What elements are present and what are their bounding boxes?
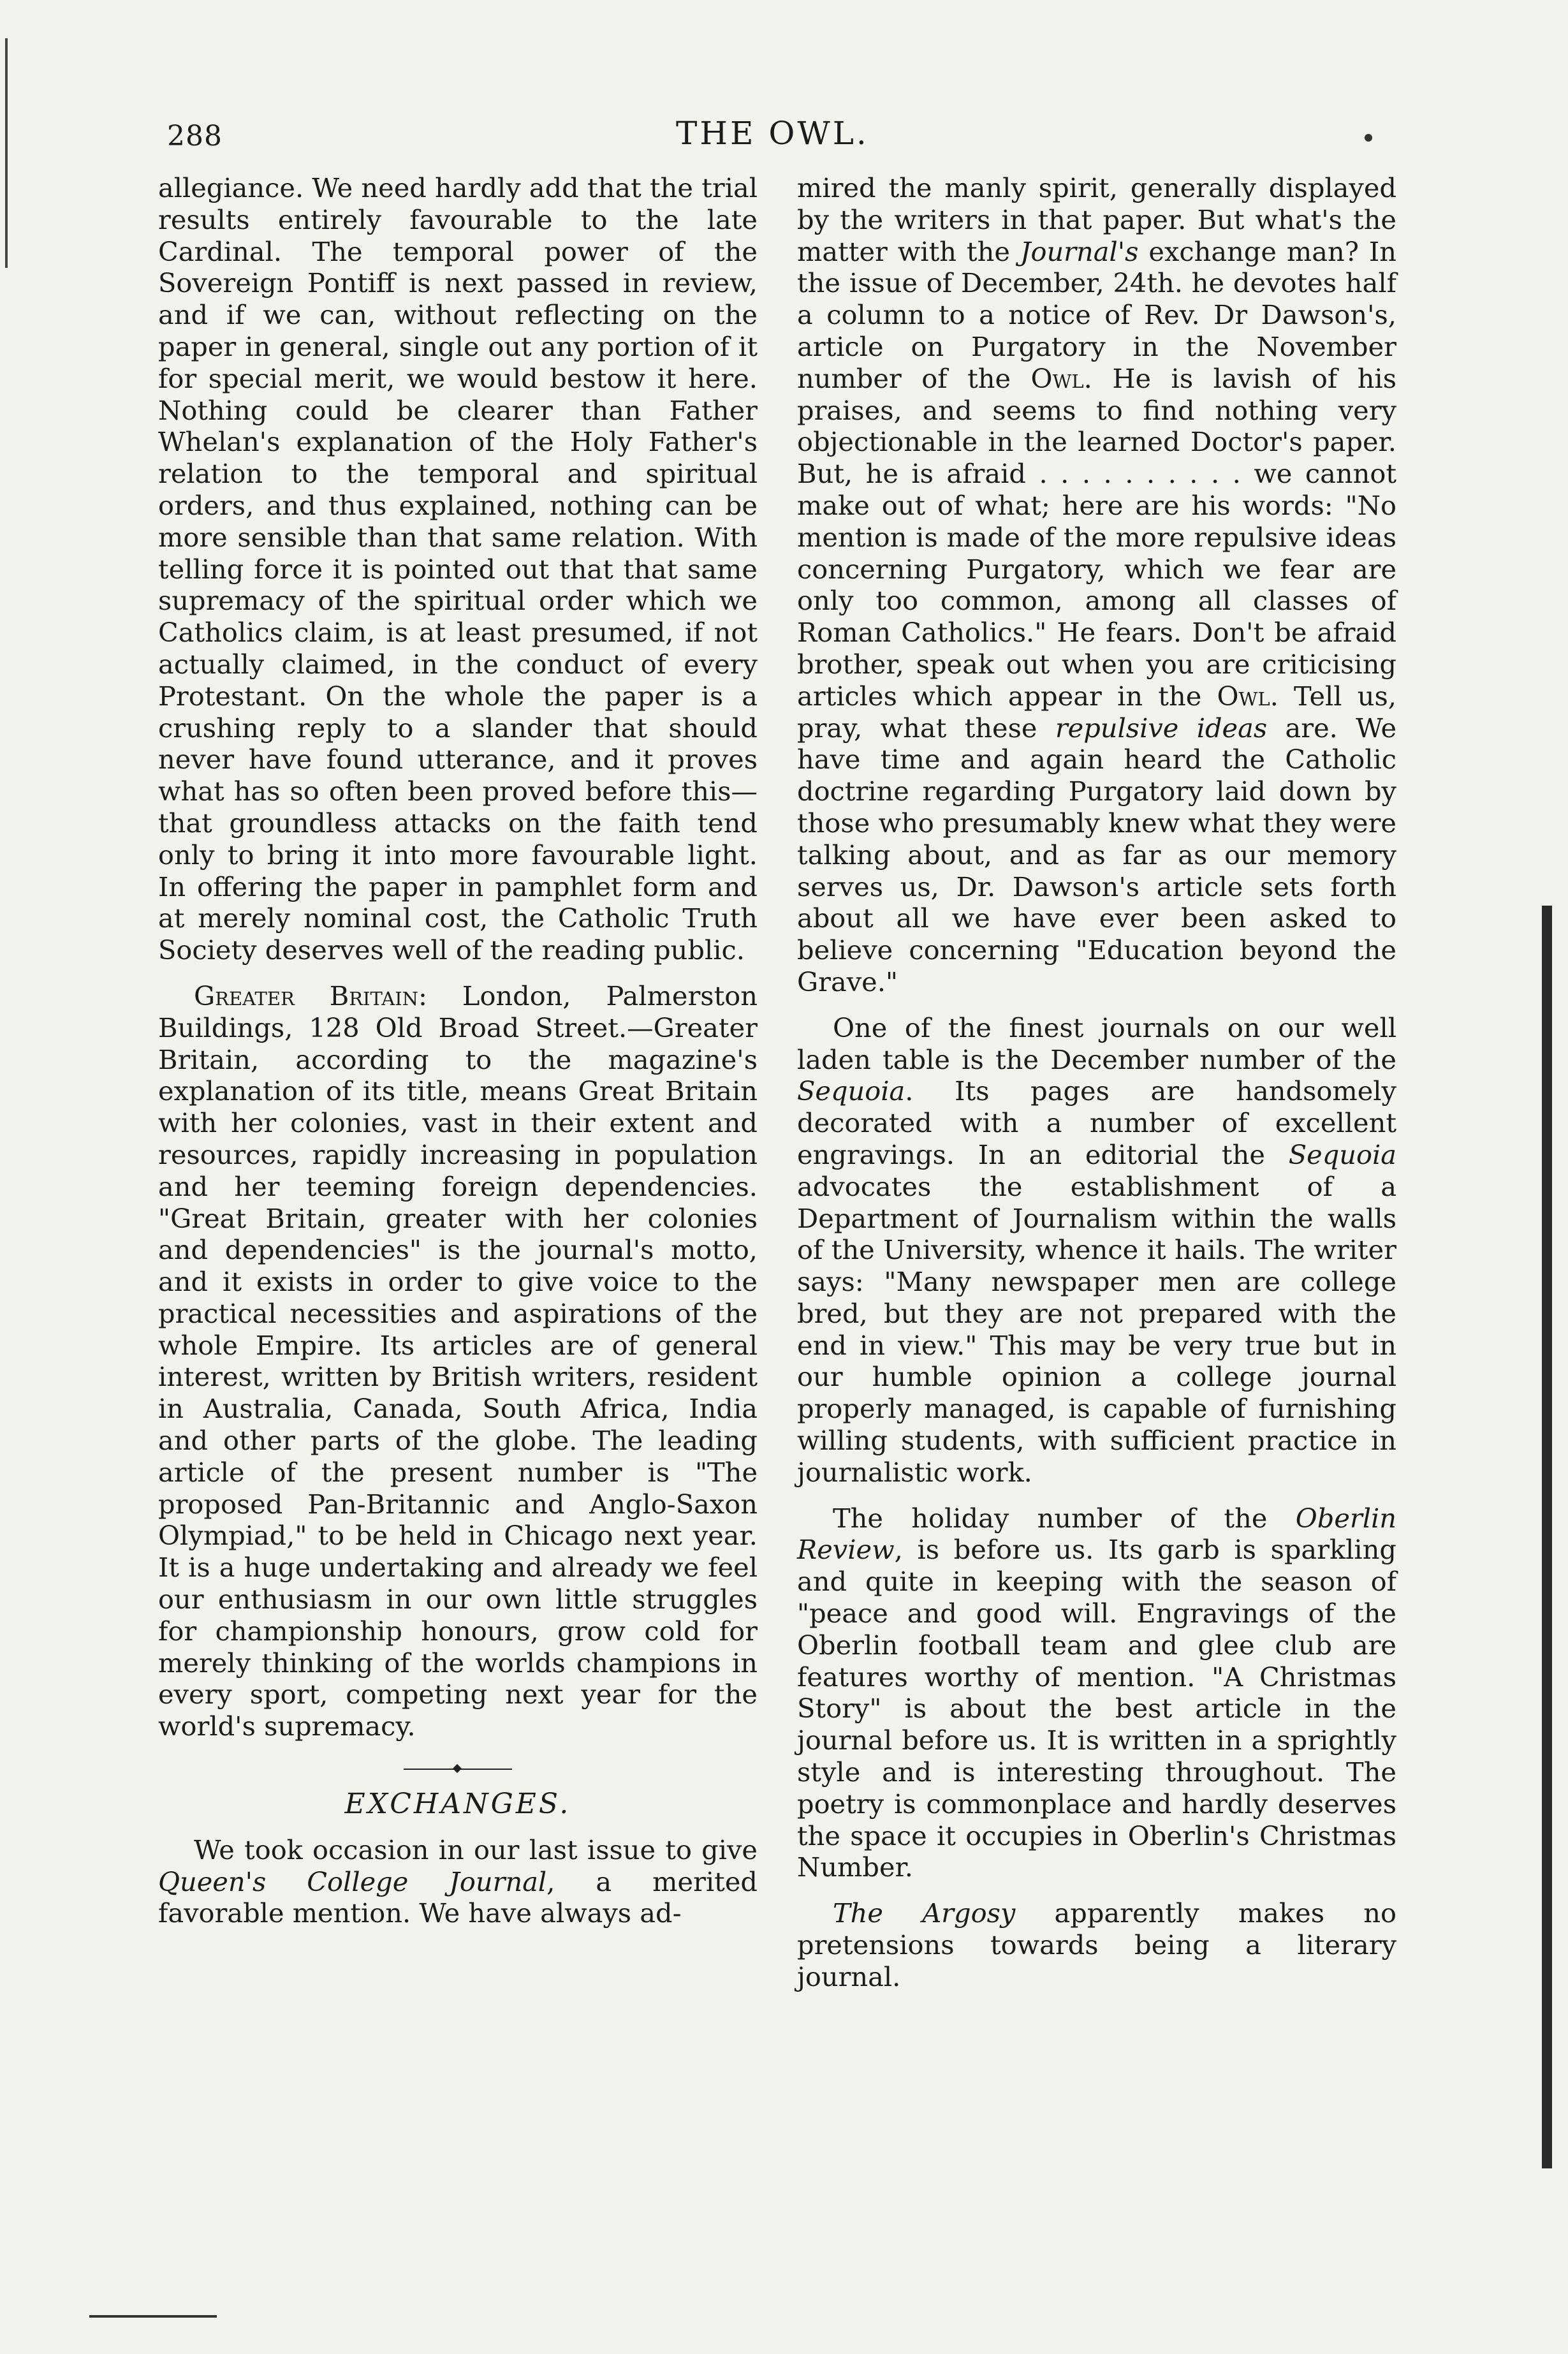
- journal-title: The Argosy: [833, 1897, 1016, 1929]
- section-divider: [404, 1765, 512, 1773]
- paragraph-text: , a merited favorable mention. We have always ad-: [158, 1865, 758, 1929]
- journal-title: Owl: [1217, 680, 1270, 712]
- entry-lead: Greater Britain: [194, 980, 419, 1011]
- ink-dot: [1365, 134, 1372, 142]
- left-column: [158, 172, 758, 1943]
- left-margin-mark: [5, 38, 8, 268]
- journal-title: Owl: [1030, 362, 1084, 394]
- paragraph: [797, 172, 1396, 998]
- paragraph-text: The holiday number of the: [833, 1502, 1296, 1534]
- paragraph: [158, 980, 758, 1742]
- paragraph-text: mired the manly spirit, generally displayed by the writers in that paper. But what's the matter with the: [797, 172, 1396, 267]
- paragraph-text: . Tell us, pray, what these: [797, 680, 1396, 744]
- paragraph-text: allegiance. We need hardly add that the trial results entirely favourable to the late Cardinal. The temporal power of the Sovereign Pontiff is next passed in review, and if we can, without reflecting on the paper in general, single out any portion of it for special merit, we would bestow it here. Nothing could be clearer than Father Whelan's explanation of the Holy Father's relation to the temporal and spiritual orders, and thus explained, nothing can be more sensible than that same relation. With telling force it is pointed out that that same supremacy of the spiritual order which we Catholics claim, is at least presumed, if not actually claimed, in the conduct of every Protestant. On the whole the paper is a crushing reply to a slander that should never have found utterance, and it proves what has so often been proved before this—that groundless attacks on the faith tend only to bring it into more favourable light. In offering the paper in pamphlet form and at merely nominal cost, the Catholic Truth Society deserves well of the reading public.: [158, 172, 758, 966]
- paragraph-text: . He is lavish of his praises, and seems to find nothing very objectionable in the learned Doctor's paper. But, he is afraid . . . . . . . . . . we cannot make out of what; here are his words: "No mention is made of the more repulsive ideas concerning Purgatory, which we fear are only too common, among all classes of Roman Catholics." He fears. Don't be afraid brother, speak out when you are criticising articles which appear in the: [797, 362, 1396, 712]
- page-number: 288: [167, 120, 223, 152]
- paragraph: [158, 1834, 758, 1929]
- paragraph-text: apparently makes no pretensions towards being a literary journal.: [797, 1897, 1396, 1992]
- running-head: THE OWL.: [676, 115, 869, 152]
- paragraph-text: , is before us. Its garb is sparkling and quite in keeping with the season of "peace and good will. Engravings of the Oberlin football team and glee club are features worthy of mention. "A Christmas Story" is about the best article in the journal before us. It is written in a sprightly style and is interesting throughout. The poetry is commonplace and hardly deserves the space it occupies in Oberlin's Christmas Number.: [797, 1534, 1396, 1883]
- bottom-rule: [89, 2315, 217, 2318]
- paragraph: [797, 1012, 1396, 1489]
- paragraph-text: are. We have time and again heard the Catholic doctrine regarding Purgatory laid down by those who presumably knew what they were talking about, and as far as our memory serves us, Dr. Dawson's article sets forth about all we have ever been asked to believe concerning "Education beyond the Grave.": [797, 712, 1396, 997]
- journal-title: Oberlin Review: [797, 1502, 1396, 1566]
- journal-title: Sequoia: [1288, 1138, 1396, 1170]
- right-column: [797, 172, 1396, 2007]
- right-margin-bar: [1542, 906, 1552, 2168]
- paragraph-text: One of the finest journals on our well laden table is the December number of the: [797, 1011, 1396, 1075]
- paragraph-text: : London, Palmerston Buildings, 128 Old Broad Street.—Greater Britain, according to the magazine's explanation of its title, means Great Britain with her colonies, vast in their extent and resources, rapidly increasing in population and her teeming foreign dependencies. "Great Britain, greater with her colonies and dependencies" is the journal's motto, and it exists in order to give voice to the practical necessities and aspirations of the whole Empire. Its articles are of general interest, written by British writers, resident in Australia, Canada, South Africa, India and other parts of the globe. The leading article of the present number is "The proposed Pan-Britannic and Anglo-Saxon Olympiad," to be held in Chicago next year. It is a huge undertaking and already we feel our enthusiasm in our own little struggles for championship honours, grow cold for merely thinking of the worlds champions in every sport, competing next year for the world's supremacy.: [158, 980, 758, 1742]
- paragraph-text: advocates the establishment of a Department of Journalism within the walls of the University, whence it hails. The writer says: "Many newspaper men are college bred, but they are not prepared with the end in view." This may be very true but in our humble opinion a college journal properly managed, is capable of furnishing willing students, with sufficient practice in journalistic work.: [797, 1170, 1396, 1488]
- paragraph: [797, 1503, 1396, 1884]
- paragraph: [797, 1897, 1396, 1992]
- section-heading: EXCHANGES.: [344, 1788, 571, 1821]
- journal-title: Journal's: [1020, 235, 1139, 267]
- journal-title: Sequoia: [797, 1075, 905, 1107]
- paragraph-text: . Its pages are handsomely decorated with a number of excellent engravings. In an editorial the: [797, 1075, 1396, 1170]
- paragraph: [158, 172, 758, 966]
- paragraph-text: exchange man? In the issue of December, 24th. he devotes half a column to a notice of Rev. Dr Dawson's, article on Purgatory in the November number of the: [797, 235, 1396, 394]
- emphasis: repulsive ideas: [1055, 712, 1268, 744]
- paragraph-text: We took occasion in our last issue to give: [194, 1834, 758, 1865]
- journal-title: Queen's College Journal: [158, 1865, 547, 1897]
